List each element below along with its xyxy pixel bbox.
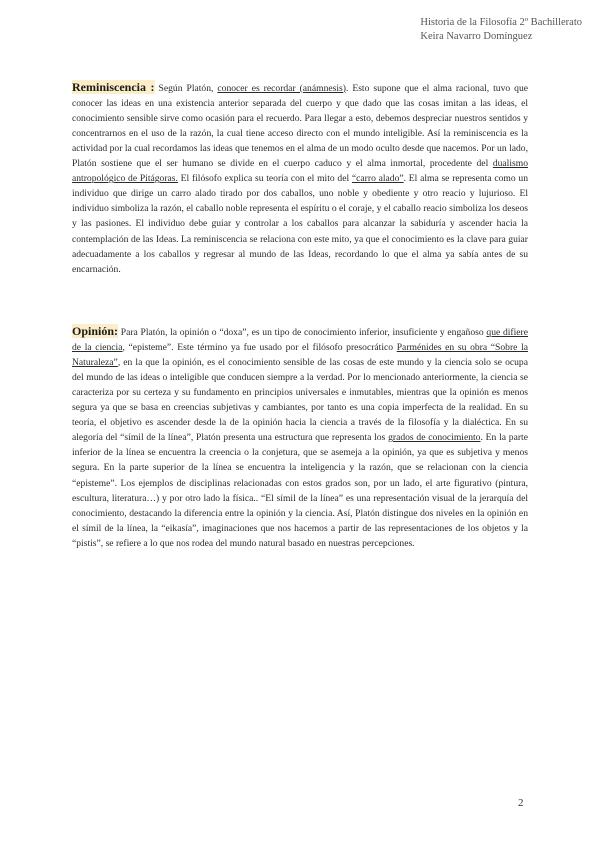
section-body [72,83,528,275]
body-text: , “episteme”. Este término ya fue usado por el filósofo presocrático [122,341,397,353]
section-term: Opinión: [72,323,119,338]
underlined-phrase: Parménides en su obra “Sobre la Naturaleza” [72,341,529,368]
section-body [72,327,528,549]
section-opinion [72,324,528,551]
page-header [420,16,582,43]
section-reminiscencia [72,80,528,277]
body-text: El filósofo explica su teoría con el mito del [177,173,352,185]
body-text: . En la parte inferior de la línea se encuentra la creencia o la conjetura, que se asemeja a la opinión, ya que es subjetiva y menos segura. En la parte superior de la línea se encuentra la inteligencia y la razón, que se relacionan con la ciencia “episteme”. Los ejemplos de disciplinas relacionadas con estos grados son, por un lado, el arte figurativo (pintura, escultura, literatura…) y por otro lado la física.. “El símil de la línea” es una representación visual de la jerarquía del conocimiento, destacando la diferencia entre la opinión y la ciencia. Así, Platón distingue dos niveles en la opinión en el símil de la línea, la “eikasía”, imaginaciones que nos hacemos a partir de las representaciones de los objetos y la “pistis”, se refiere a lo que nos rodea del mundo natural basado en nuestras percepciones. [72,432,528,549]
header-course: Historia de la Filosofía 2º Bachillerato [420,17,582,28]
header-author: Keira Navarro Domínguez [420,30,533,42]
underlined-phrase: que difiere de la ciencia [72,326,528,353]
body-text: . Esto supone que el alma racional, tuvo que conocer las ideas en una existencia anterior separada del cuerpo y que dado que las cosas imitan a las ideas, el conocimiento sensible sirve como ocasión para el recuerdo. Para llegar a esto, debemos despreciar nuestros sentidos y concentrarnos en el uso de la razón, la cual tiene acceso directo con el mundo inteligible. Así la reminiscencia es la actividad por la cual recordamos las ideas que tenemos en el alma de un modo oculto desde que nacemos. Por un lado, Platón sostiene que el ser humano se divide en el cuerpo caduco y el alma inmortal, procedente del [72,82,528,170]
underlined-phrase: grados de conocimiento [388,432,481,444]
body-text: Según Platón, [154,82,218,94]
underlined-phrase: dualismo antropológico de Pitágoras. [72,158,528,185]
section-term: Reminiscencia : [72,79,155,94]
page-number: 2 [518,797,524,809]
underlined-phrase: “carro alado” [351,173,404,185]
body-text: . El alma se representa como un individuo que dirige un carro alado tirado por dos caballos, uno noble y obediente y otro reacio y lujurioso. El individuo simboliza la razón, el caballo noble representa el espíritu o el coraje, y el caballo reacio simboliza los deseos y las pasiones. El individuo debe guiar y controlar a los caballos para alcanzar la sabiduría y ascender hacia la contemplación de las Ideas. La reminiscencia se relaciona con este mito, ya que el conocimiento es la clave para guiar adecuadamente a los caballos y regresar al mundo de las Ideas, recordando lo que el alma ya sabía antes de su encarnación. [72,173,528,275]
body-text: Para Platón, la opinión o “doxa”, es un tipo de conocimiento inferior, insuficiente y engañoso [118,326,487,338]
body-text: , en la que la opinión, es el conocimiento sensible de las cosas de este mundo y la ciencia solo se ocupa del mundo de las ideas o inteligible que conducen siempre a la verdad. Por lo mencionado anteriormente, la ciencia se caracteriza por su certeza y su fundamento en principios universales e inmutables, mientras que la opinión es menos segura ya que se basa en creencias subjetivas y cambiantes, por tanto es una copia imperfecta de la realidad. En su teoría, el objetivo es ascender desde la de la opinión hacia la ciencia a través de la filosofía y la dialéctica. En su alegoría del “símil de la línea”, Platón presenta una estructura que representa los [72,356,528,444]
underlined-phrase: conocer es recordar (anámnesis) [217,82,346,94]
